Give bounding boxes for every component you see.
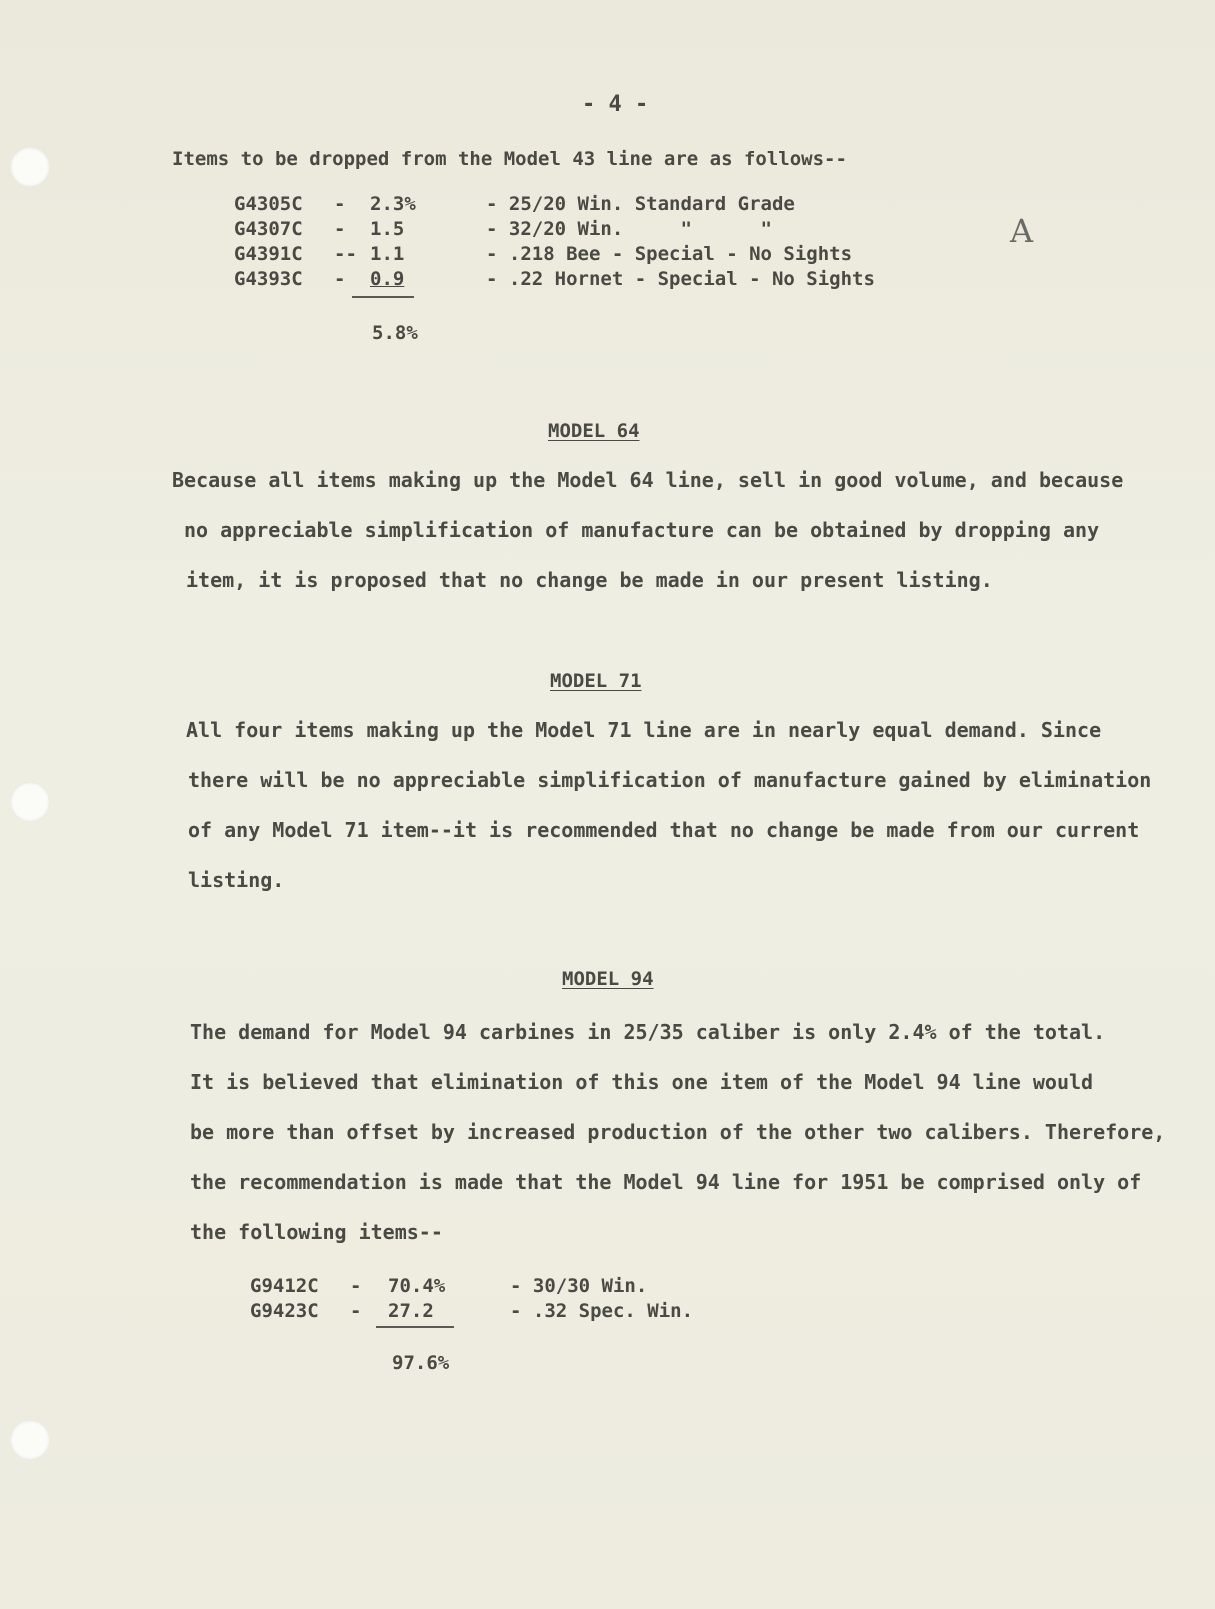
item-percent: 1.1 <box>370 243 405 265</box>
paragraph-line: no appreciable simplification of manufacture can be obtained by dropping any <box>184 518 1100 542</box>
item-description: - .22 Hornet - Special - No Sights <box>486 268 875 290</box>
margin-mark: A <box>1010 212 1034 250</box>
item-description: - 25/20 Win. Standard Grade <box>486 193 795 215</box>
item-dash: - <box>334 218 346 240</box>
item-percent: 70.4% <box>388 1275 446 1297</box>
paragraph-line: The demand for Model 94 carbines in 25/35 caliber is only 2.4% of the total. <box>190 1020 1106 1044</box>
total-percent: 97.6% <box>392 1352 450 1374</box>
sum-rule <box>352 296 414 298</box>
item-description: - .218 Bee - Special - No Sights <box>486 243 853 265</box>
sum-rule <box>376 1326 454 1328</box>
paragraph-line: listing. <box>188 868 285 892</box>
item-code: G4393C <box>234 268 303 290</box>
item-percent: 0.9 <box>370 268 405 290</box>
paragraph-line: Because all items making up the Model 64 line, sell in good volume, and because <box>172 468 1124 492</box>
item-description: - 30/30 Win. <box>510 1275 648 1297</box>
paragraph-line: be more than offset by increased production of the other two calibers. Therefore, <box>190 1120 1166 1144</box>
item-code: G4305C <box>234 193 303 215</box>
section-heading: MODEL 94 <box>562 968 654 990</box>
item-percent: 27.2 <box>388 1300 434 1322</box>
item-dash: - <box>350 1300 362 1322</box>
item-dash: - <box>334 268 346 290</box>
paragraph-line: of any Model 71 item--it is recommended that no change be made from our current <box>188 818 1140 842</box>
paragraph-line: It is believed that elimination of this one item of the Model 94 line would <box>190 1070 1094 1094</box>
binder-hole <box>10 1420 50 1460</box>
paragraph-line: there will be no appreciable simplification of manufacture gained by elimination <box>188 768 1152 792</box>
paragraph-line: the following items-- <box>190 1220 443 1244</box>
paragraph-line: All four items making up the Model 71 line are in nearly equal demand. Since <box>186 718 1102 742</box>
item-code: G9412C <box>250 1275 319 1297</box>
item-code: G4391C <box>234 243 303 265</box>
page-number: - 4 - <box>582 92 649 117</box>
paragraph-line: the recommendation is made that the Model 94 line for 1951 be comprised only of <box>190 1170 1142 1194</box>
item-description: - 32/20 Win. " " <box>486 218 772 240</box>
item-percent: 2.3% <box>370 193 416 215</box>
paragraph-line: item, it is proposed that no change be made in our present listing. <box>186 568 993 592</box>
binder-hole <box>10 147 50 187</box>
item-dash: - <box>334 193 346 215</box>
item-description: - .32 Spec. Win. <box>510 1300 694 1322</box>
section-heading: MODEL 64 <box>548 420 640 442</box>
binder-hole <box>10 782 50 822</box>
section-heading: MODEL 71 <box>550 670 642 692</box>
item-code: G4307C <box>234 218 303 240</box>
item-code: G9423C <box>250 1300 319 1322</box>
intro-text: Items to be dropped from the Model 43 line are as follows-- <box>172 148 847 170</box>
total-percent: 5.8% <box>372 322 418 344</box>
item-dash: -- <box>334 243 357 265</box>
item-dash: - <box>350 1275 362 1297</box>
item-percent: 1.5 <box>370 218 405 240</box>
